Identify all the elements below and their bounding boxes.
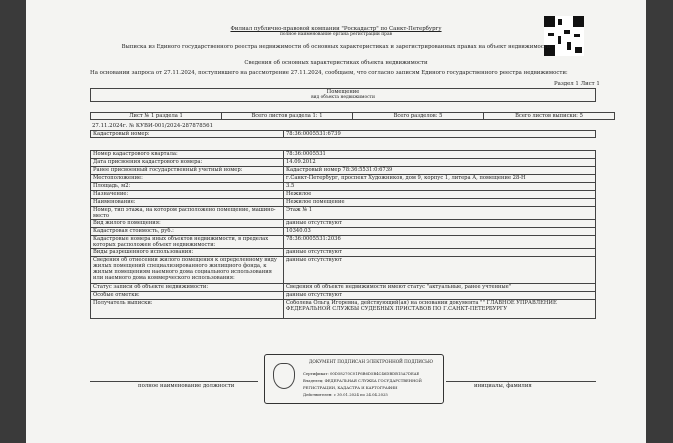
electronic-signature-stamp [264, 354, 444, 404]
row-label: Ранее присвоенный государственный учетный номер: [91, 167, 284, 175]
row-label: Статус записи об объекте недвижимости: [91, 284, 284, 292]
row-value: 78:36:0005531:2036 [284, 236, 596, 249]
scan-border-right [646, 0, 673, 443]
row-label: Дата присвоения кадастрового номера: [91, 159, 284, 167]
table-row [91, 292, 596, 300]
row-label: Сведения об отнесении жилого помещения к определенному виду жилых помещений специализированного жилищного фонда, к жилым помещениям наемного дома социального использования или наемного дома коммерческого использования: [91, 257, 284, 284]
document-page [26, 0, 646, 443]
row-value: Кадастровый номер 78:36:5531:0:6739 [284, 167, 596, 175]
row-label: Особые отметки: [91, 292, 284, 300]
row-value: г.Санкт-Петербург, проспект Художников, дом 9, корпус 1, литера А, помещение 28-Н [284, 175, 596, 183]
row-label: Вид жилого помещения: [91, 220, 284, 228]
row-label: Местоположение: [91, 175, 284, 183]
row-value: Соболева Ольга Игоревна, действующий(ая) на основании документа "" ГЛАВНОЕ УПРАВЛЕНИЕ ФЕДЕРАЛЬНОЙ СЛУЖБЫ СУДЕБНЫХ ПРИСТАВОВ ПО Г.САНКТ-ПЕТЕРБУРГУ [284, 300, 596, 319]
row-label: Площадь, м2: [91, 183, 284, 191]
request-basis: На основании запроса от 27.11.2024, поступившего на рассмотрение 27.11.2024, сообщаем, что согласно записям Единого государственного реестра недвижимости: [90, 70, 568, 76]
table-row [91, 228, 596, 236]
table-row [91, 159, 596, 167]
table-row [91, 207, 596, 220]
characteristics-table [90, 150, 596, 319]
row-label: Назначение: [91, 191, 284, 199]
table-row [91, 175, 596, 183]
table-row [91, 220, 596, 228]
info-title: Сведения об основных характеристиках объекта недвижимости [244, 60, 428, 66]
extract-title: Выписка из Единого государственного реестра недвижимости об основных характеристиках и зарегистрированных правах на объект недвижимости [121, 44, 551, 50]
agency-name: Филиал публично-правовой компании "Роскадастр" по Санкт-Петербургу [230, 26, 442, 32]
row-label: Кадастровые номера иных объектов недвижимости, в пределах которых расположен объект недвижимости: [91, 236, 284, 249]
row-value: данные отсутствуют [284, 249, 596, 257]
row-label: Кадастровая стоимость, руб.: [91, 228, 284, 236]
stamp-certificate: Сертификат: 00D58270C01F6B6D5B4C46DBDB15A7DEAE [303, 371, 420, 376]
row-label: Виды разрешенного использования: [91, 249, 284, 257]
table-row [91, 199, 596, 207]
document-number: 27.11.2024г. № КУВИ-001/2024-287878561 [92, 123, 213, 129]
row-value: 78:36:0005531 [284, 151, 596, 159]
sheet-info-table [90, 112, 615, 120]
object-type: Помещение вид объекта недвижимости [91, 89, 596, 102]
agency-subtitle: полное наименование органа регистрации прав [279, 32, 393, 37]
coat-of-arms-icon [273, 363, 295, 389]
row-value: 3.5 [284, 183, 596, 191]
total-sheets-section: Всего листов раздела 1: 1 [222, 113, 353, 120]
stamp-owner-cont: РЕГИСТРАЦИИ, КАДАСТРА И КАРТОГРАФИИ [303, 385, 398, 390]
table-row [91, 284, 596, 292]
table-row [91, 249, 596, 257]
object-type-table [90, 88, 596, 102]
sheet-number: Лист № 1 раздела 1 [91, 113, 222, 120]
stamp-owner: Владелец: ФЕДЕРАЛЬНАЯ СЛУЖБА ГОСУДАРСТВЕННОЙ [303, 378, 422, 383]
table-row [91, 183, 596, 191]
row-value: 10340.03 [284, 228, 596, 236]
cadastral-value: 78:36:0005531:6739 [284, 131, 596, 138]
row-value: данные отсутствуют [284, 257, 596, 284]
scan-border-left [0, 0, 26, 443]
table-row [91, 300, 596, 319]
row-value: Этаж № 1 [284, 207, 596, 220]
total-sections: Всего разделов: 5 [353, 113, 484, 120]
position-signature-line [90, 381, 258, 382]
table-row [91, 191, 596, 199]
table-row [91, 236, 596, 249]
row-value: Сведения об объекте недвижимости имеют статус "актуальные, ранее учтенные" [284, 284, 596, 292]
row-value: данные отсутствуют [284, 292, 596, 300]
row-label: Получатель выписки: [91, 300, 284, 319]
initials-signature-line [446, 381, 596, 382]
row-label: Наименование: [91, 199, 284, 207]
total-sheets-extract: Всего листов выписки: 5 [484, 113, 615, 120]
position-label: полное наименование должности [138, 383, 235, 389]
cadastral-label: Кадастровый номер: [91, 131, 284, 138]
row-value: Нежилое помещение [284, 199, 596, 207]
table-row [91, 167, 596, 175]
row-value: Нежилое [284, 191, 596, 199]
table-row [91, 151, 596, 159]
cadastral-number-table [90, 130, 596, 138]
stamp-title: ДОКУМЕНТ ПОДПИСАН ЭЛЕКТРОННОЙ ПОДПИСЬЮ [309, 359, 433, 364]
row-label: Номер кадастрового квартала: [91, 151, 284, 159]
row-label: Номер, тип этажа, на котором расположено помещение, машино-место [91, 207, 284, 220]
initials-label: инициалы, фамилия [474, 383, 532, 389]
section-label: Раздел 1 Лист 1 [554, 81, 600, 87]
stamp-validity: Действителен: с 30.01.2024 по 24.04.2025 [303, 392, 388, 397]
table-row [91, 257, 596, 284]
row-value: 14.09.2012 [284, 159, 596, 167]
row-value: данные отсутствуют [284, 220, 596, 228]
